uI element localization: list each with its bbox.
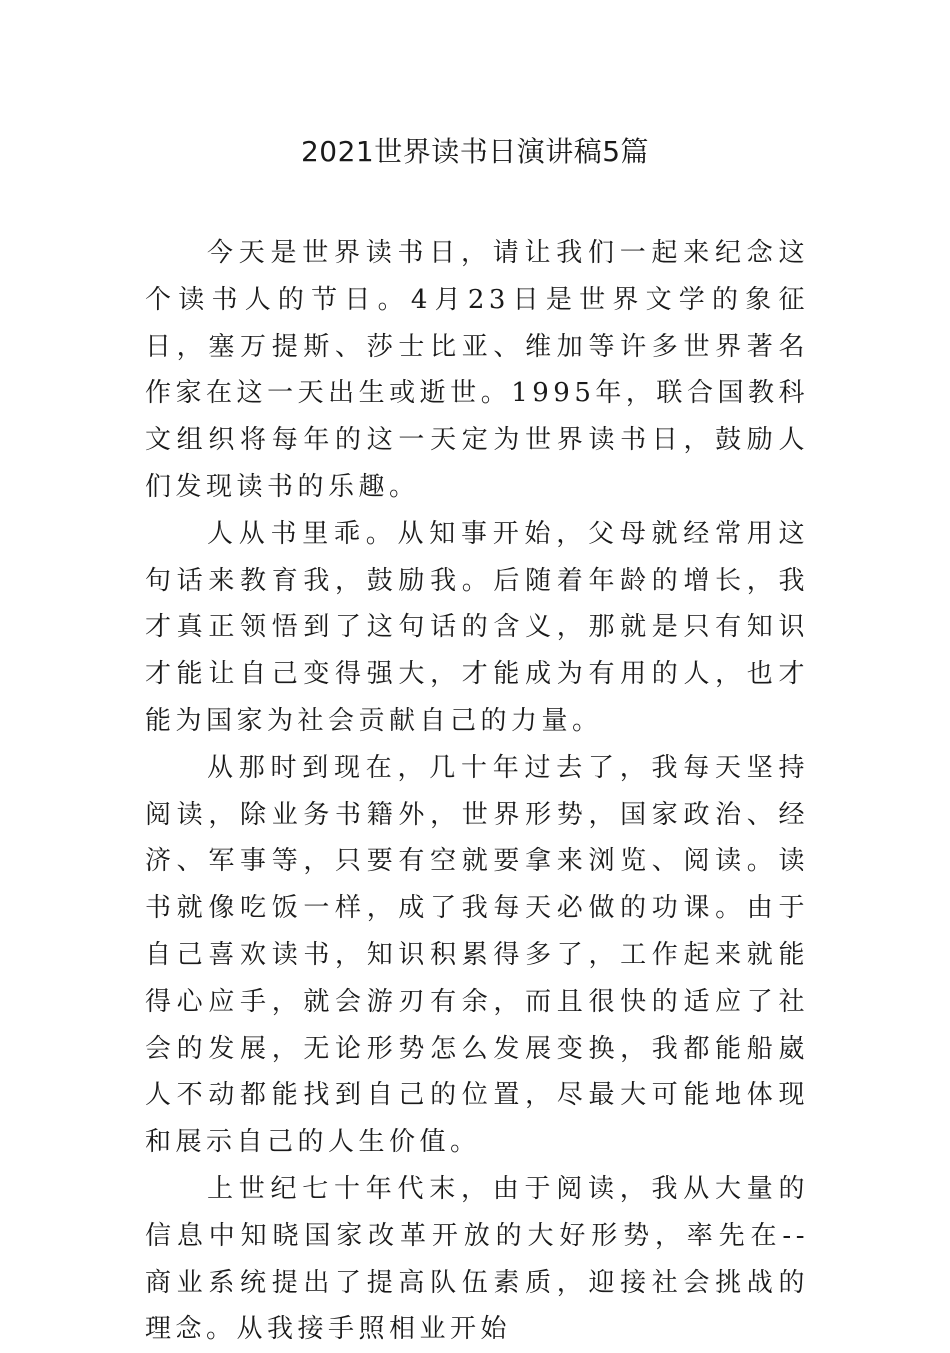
document-title: 2021世界读书日演讲稿5篇 xyxy=(300,135,650,168)
document-body xyxy=(145,230,809,1353)
paragraph-2: 人从书里乖。从知事开始，父母就经常用这句话来教育我，鼓励我。后随着年龄的增长，我才真正领悟到了这句话的含义，那就是只有知识才能让自己变得强大，才能成为有用的人，也才能为国家为社会贡献自己的力量。 xyxy=(145,518,809,736)
paragraph-4: 上世纪七十年代末，由于阅读，我从大量的信息中知晓国家改革开放的大好形势，率先在--商业系统提出了提高队伍素质，迎接社会挑战的理念。从我接手照相业开始 xyxy=(145,1173,809,1345)
paragraph-3: 从那时到现在，几十年过去了，我每天坚持阅读，除业务书籍外，世界形势，国家政治、经济、军事等，只要有空就要拿来浏览、阅读。读书就像吃饭一样，成了我每天必做的功课。由于自己喜欢读书，知识积累得多了，工作起来就能得心应手，就会游刃有余，而且很快的适应了社会的发展，无论形势怎么发展变换，我都能船崴人不动都能找到自己的位置，尽最大可能地体现和展示自己的人生价值。 xyxy=(145,752,809,1158)
paragraph-1: 今天是世界读书日，请让我们一起来纪念这个读书人的节日。4月23日是世界文学的象征日，塞万提斯、莎士比亚、维加等许多世界著名作家在这一天出生或逝世。1995年，联合国教科文组织将每年的这一天定为世界读书日，鼓励人们发现读书的乐趣。 xyxy=(145,238,809,502)
